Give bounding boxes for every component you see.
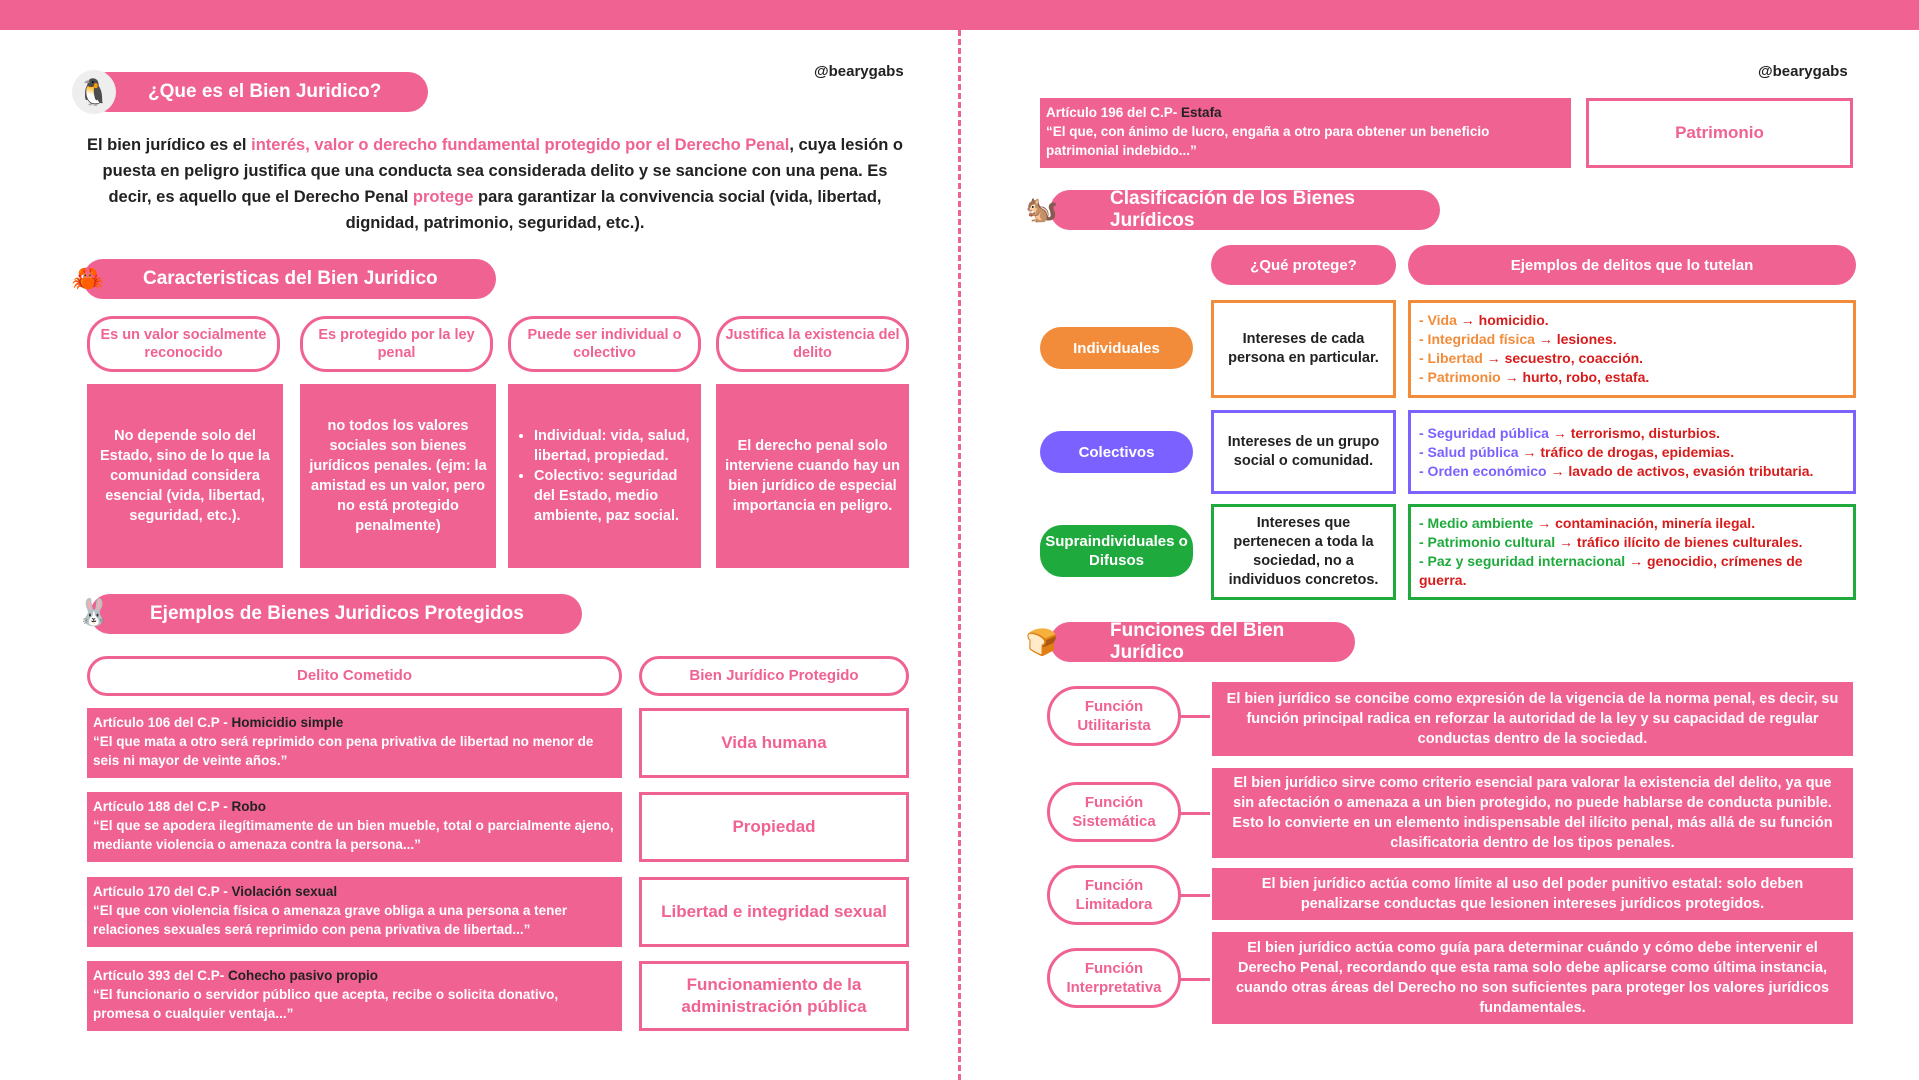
example-delito: lesiones. xyxy=(1556,331,1617,347)
connector-line xyxy=(1180,978,1210,981)
function-desc: El bien jurídico se concibe como expresión de la vigencia de la norma penal, es decir, su función principal radica en reforzar la autoridad de la ley y su capacidad de regular conductas dentro de la sociedad. xyxy=(1212,682,1853,756)
crime-name: Estafa xyxy=(1181,105,1222,120)
caracteristica-label: Puede ser individual o colectivo xyxy=(508,316,701,372)
penguin-icon: 🐧 xyxy=(72,70,116,114)
author-handle: @bearygabs xyxy=(814,63,904,80)
class-pill-individuales: Individuales xyxy=(1040,327,1193,369)
class-examples xyxy=(1408,300,1856,398)
section-title-funciones xyxy=(1050,622,1355,662)
example-line xyxy=(1419,462,1845,481)
example-delito: terrorismo, disturbios. xyxy=(1570,424,1721,441)
header-bien: Bien Jurídico Protegido xyxy=(639,656,909,696)
squirrel-icon: 🐿️ xyxy=(1025,193,1059,224)
example-bien: - Paz y seguridad internacional xyxy=(1419,553,1626,569)
crab-icon: 🦀 xyxy=(71,262,105,293)
class-desc: Intereses de cada persona en particular. xyxy=(1211,300,1396,398)
function-desc: El bien jurídico actúa como límite al uso del poder punitivo estatal: solo deben penalizarse conductas que lesionen intereses jurídicos protegidos. xyxy=(1212,868,1853,920)
example-bien: - Integridad física xyxy=(1419,331,1535,347)
section-title-text: Caracteristicas del Bien Juridico xyxy=(143,268,438,289)
caracteristica-desc: no todos los valores sociales son bienes jurídicos penales. (ejm: la amistad es un valor, pero no está protegido penalmente) xyxy=(300,384,496,568)
crime-name: Violación sexual xyxy=(231,884,338,899)
section-title-text: Ejemplos de Bienes Juridicos Protegidos xyxy=(150,603,524,624)
class-examples xyxy=(1408,504,1856,600)
example-bien: - Medio ambiente xyxy=(1419,515,1534,531)
example-bien: - Libertad xyxy=(1419,350,1483,366)
article-text: “El que mata a otro será reprimido con pena privativa de libertad no menor de seis ni mayor de veinte años.” xyxy=(93,734,594,768)
section-title-clasificacion xyxy=(1050,190,1440,230)
section-title-ejemplos xyxy=(90,594,582,634)
page-divider xyxy=(958,30,961,1080)
article-ref: Artículo 106 del C.P - xyxy=(93,715,232,730)
top-banner xyxy=(0,0,1919,30)
article-box xyxy=(87,961,622,1031)
class-examples xyxy=(1408,410,1856,494)
example-line xyxy=(1419,330,1845,349)
function-label: Función Sistemática xyxy=(1047,782,1181,842)
caracteristica-desc: No depende solo del Estado, sino de lo que la comunidad considera esencial (vida, libertad, seguridad, etc.). xyxy=(87,384,283,568)
arrow-icon: → xyxy=(1504,369,1519,385)
example-delito: tráfico de drogas, epidemias. xyxy=(1540,443,1735,460)
class-desc: Intereses de un grupo social o comunidad. xyxy=(1211,410,1396,494)
bien-box: Funcionamiento de la administración pública xyxy=(639,961,909,1031)
bread-icon: 🍞 xyxy=(1025,626,1059,657)
arrow-icon: → xyxy=(1538,331,1553,347)
example-bien: - Patrimonio xyxy=(1419,369,1501,385)
bien-box: Patrimonio xyxy=(1586,98,1853,168)
article-box xyxy=(87,792,622,862)
example-delito: hurto, robo, estafa. xyxy=(1522,369,1650,385)
function-label: Función Utilitarista xyxy=(1047,686,1181,746)
section-title-text: Clasificación de los Bienes Jurídicos xyxy=(1110,188,1355,231)
bien-box: Vida humana xyxy=(639,708,909,778)
section-title-que-es xyxy=(88,72,428,112)
caracteristica-desc xyxy=(508,384,701,568)
arrow-icon: → xyxy=(1460,312,1475,328)
example-delito: contaminación, minería ilegal. xyxy=(1555,515,1756,531)
header-protege: ¿Qué protege? xyxy=(1211,245,1396,285)
example-line xyxy=(1419,443,1845,462)
article-ref: Artículo 393 del C.P- xyxy=(93,968,229,983)
example-line xyxy=(1419,533,1845,552)
connector-line xyxy=(1180,812,1210,815)
arrow-icon: → xyxy=(1522,443,1537,460)
article-ref: Artículo 188 del C.P - xyxy=(93,799,232,814)
article-box xyxy=(1040,98,1571,168)
class-desc: Intereses que pertenecen a toda la sociedad, no a individuos concretos. xyxy=(1211,504,1396,600)
class-pill-supraindividuales: Supraindividuales o Difusos xyxy=(1040,525,1193,577)
function-desc: El bien jurídico sirve como criterio esencial para valorar la existencia del delito, ya que sin afectación o amenaza a un bien protegido, no puede hablarse de conducta punible. Esto lo convierte en un elemento indispensable del ilícito penal, más allá de su función clasificatoria dentro de los tipos penales. xyxy=(1212,768,1853,858)
arrow-icon: → xyxy=(1552,424,1567,441)
arrow-icon: → xyxy=(1486,350,1501,366)
example-bien: - Salud pública xyxy=(1419,443,1519,460)
author-handle: @bearygabs xyxy=(1758,63,1848,80)
intro-text: para garantizar la convivencia social (vida, libertad, dignidad, patrimonio, seguridad, etc.). xyxy=(345,188,882,232)
crime-name: Homicidio simple xyxy=(231,715,344,730)
intro-paragraph xyxy=(85,132,905,236)
example-delito: homicidio. xyxy=(1478,312,1549,328)
article-text: “El que con violencia física o amenaza grave obliga a una persona a tener relaciones sexuales será reprimido con pena privativa de libertad...” xyxy=(93,903,568,937)
example-line xyxy=(1419,514,1845,533)
example-bien: - Orden económico xyxy=(1419,462,1547,479)
arrow-icon: → xyxy=(1537,515,1552,531)
section-title-text: Funciones del Bien Jurídico xyxy=(1110,620,1285,663)
caracteristica-desc: El derecho penal solo interviene cuando hay un bien jurídico de especial importancia en peligro. xyxy=(716,384,909,568)
bien-box: Propiedad xyxy=(639,792,909,862)
intro-text: , cuya lesión o puesta en peligro justifica que una conducta sea considerada delito y se sancione con una pena. Es decir, es aquello que el Derecho Penal xyxy=(102,136,904,206)
example-delito: tráfico ilícito de bienes culturales. xyxy=(1576,534,1803,550)
connector-line xyxy=(1180,715,1210,718)
bien-box: Libertad e integridad sexual xyxy=(639,877,909,947)
intro-text: El bien jurídico es el xyxy=(86,136,252,154)
intro-highlight: interés, valor o derecho fundamental protegido por el Derecho Penal xyxy=(251,136,790,154)
example-delito: secuestro, coacción. xyxy=(1504,350,1644,366)
article-ref: Artículo 170 del C.P - xyxy=(93,884,232,899)
example-bien: - Patrimonio cultural xyxy=(1419,534,1556,550)
example-line xyxy=(1419,311,1845,330)
function-desc: El bien jurídico actúa como guía para determinar cuándo y cómo debe intervenir el Derecho Penal, recordando que esta rama solo debe aplicarse como última instancia, cuando otras áreas del Derecho no son suficientes para proteger los valores jurídicos fundamentales. xyxy=(1212,932,1853,1024)
list-item: • Individual: vida, salud, libertad, propiedad. xyxy=(534,426,693,466)
example-delito: genocidio, crímenes de guerra. xyxy=(1419,553,1803,588)
arrow-icon: → xyxy=(1559,534,1574,550)
example-bien: - Vida xyxy=(1419,312,1457,328)
header-delito: Delito Cometido xyxy=(87,656,622,696)
caracteristica-label: Justifica la existencia del delito xyxy=(716,316,909,372)
arrow-icon: → xyxy=(1550,462,1565,479)
example-line xyxy=(1419,424,1845,443)
section-title-text: ¿Que es el Bien Juridico? xyxy=(148,81,382,102)
article-ref: Artículo 196 del C.P- xyxy=(1046,105,1182,120)
connector-line xyxy=(1180,894,1210,897)
crime-name: Robo xyxy=(231,799,267,814)
intro-highlight: protege xyxy=(412,188,474,206)
list-item: • Colectivo: seguridad del Estado, medio ambiente, paz social. xyxy=(534,466,693,526)
article-box xyxy=(87,877,622,947)
example-line xyxy=(1419,368,1845,387)
bullet-list xyxy=(516,426,693,526)
function-label: Función Interpretativa xyxy=(1047,948,1181,1008)
article-box xyxy=(87,708,622,778)
caracteristica-label: Es un valor socialmente reconocido xyxy=(87,316,280,372)
class-pill-colectivos: Colectivos xyxy=(1040,431,1193,473)
crime-name: Cohecho pasivo propio xyxy=(228,968,379,983)
caracteristica-label: Es protegido por la ley penal xyxy=(300,316,493,372)
article-text: “El que, con ánimo de lucro, engaña a otro para obtener un beneficio patrimonial indebido...” xyxy=(1046,124,1490,158)
article-text: “El que se apodera ilegítimamente de un bien mueble, total o parcialmente ajeno, mediante violencia o amenaza contra la persona...” xyxy=(93,818,614,852)
article-text: “El funcionario o servidor público que acepta, recibe o solicita donativo, promesa o cualquier ventaja...” xyxy=(93,987,559,1021)
header-ejemplos: Ejemplos de delitos que lo tutelan xyxy=(1408,245,1856,285)
function-label: Función Limitadora xyxy=(1047,865,1181,925)
arrow-icon: → xyxy=(1629,553,1644,569)
bunny-icon: 🐰 xyxy=(77,596,111,627)
example-line xyxy=(1419,552,1845,590)
example-delito: lavado de activos, evasión tributaria. xyxy=(1568,462,1814,479)
example-line xyxy=(1419,349,1845,368)
section-title-caracteristicas xyxy=(83,259,496,299)
example-bien: - Seguridad pública xyxy=(1419,424,1549,441)
